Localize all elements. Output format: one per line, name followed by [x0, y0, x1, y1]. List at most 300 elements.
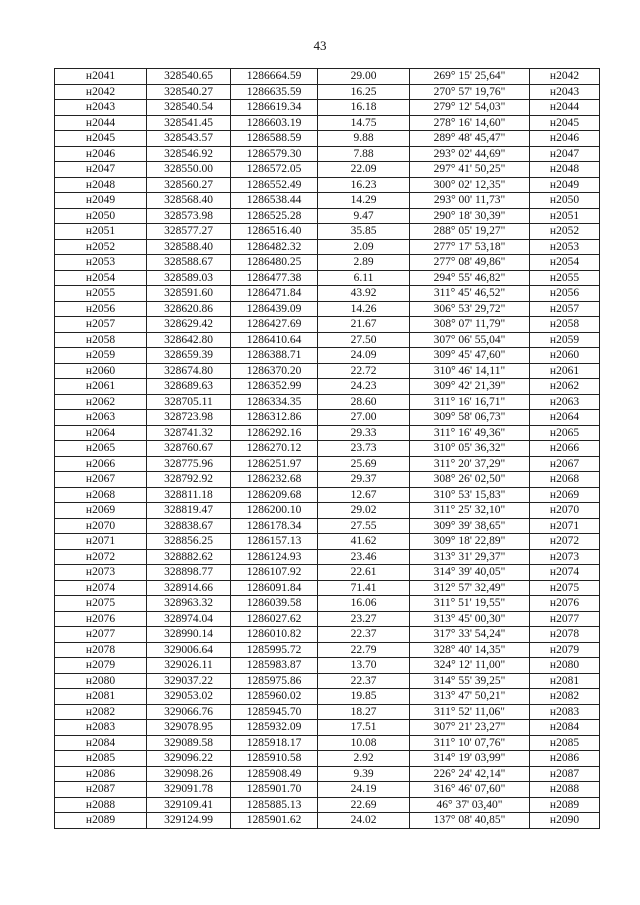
- bearing-cell: 288° 05' 19,27": [410, 224, 530, 240]
- bearing-cell: 306° 53' 29,72": [410, 301, 530, 317]
- bearing-cell: 311° 16' 16,71": [410, 394, 530, 410]
- bearing-cell: 311° 25' 32,10": [410, 503, 530, 519]
- x-coordinate-cell: 329096.22: [147, 751, 231, 767]
- distance-cell: 16.23: [318, 177, 410, 193]
- distance-cell: 29.37: [318, 472, 410, 488]
- distance-cell: 9.47: [318, 208, 410, 224]
- point-from-cell: н2046: [55, 146, 147, 162]
- distance-cell: 2.89: [318, 255, 410, 271]
- x-coordinate-cell: 328898.77: [147, 565, 231, 581]
- y-coordinate-cell: 1286410.64: [231, 332, 318, 348]
- table-row: [55, 782, 600, 798]
- bearing-cell: 289° 48' 45,47": [410, 131, 530, 147]
- point-from-cell: н2079: [55, 658, 147, 674]
- bearing-cell: 226° 24' 42,14": [410, 766, 530, 782]
- bearing-cell: 278° 16' 14,60": [410, 115, 530, 131]
- table-row: [55, 363, 600, 379]
- distance-cell: 14.75: [318, 115, 410, 131]
- point-from-cell: н2049: [55, 193, 147, 209]
- bearing-cell: 316° 46' 07,60": [410, 782, 530, 798]
- bearing-cell: 300° 02' 12,35": [410, 177, 530, 193]
- bearing-cell: 311° 51' 19,55": [410, 596, 530, 612]
- distance-cell: 9.39: [318, 766, 410, 782]
- point-to-cell: н2052: [530, 224, 600, 240]
- coordinates-table-body: [55, 69, 600, 829]
- distance-cell: 22.37: [318, 673, 410, 689]
- y-coordinate-cell: 1285885.13: [231, 797, 318, 813]
- bearing-cell: 308° 07' 11,79": [410, 317, 530, 333]
- coordinates-table: [54, 68, 600, 829]
- point-from-cell: н2053: [55, 255, 147, 271]
- y-coordinate-cell: 1286178.34: [231, 518, 318, 534]
- bearing-cell: 310° 05' 36,32": [410, 441, 530, 457]
- table-row: [55, 813, 600, 829]
- x-coordinate-cell: 329109.41: [147, 797, 231, 813]
- point-to-cell: н2067: [530, 456, 600, 472]
- point-from-cell: н2078: [55, 642, 147, 658]
- point-to-cell: н2083: [530, 704, 600, 720]
- point-to-cell: н2068: [530, 472, 600, 488]
- x-coordinate-cell: 329091.78: [147, 782, 231, 798]
- y-coordinate-cell: 1285918.17: [231, 735, 318, 751]
- point-to-cell: н2082: [530, 689, 600, 705]
- distance-cell: 22.79: [318, 642, 410, 658]
- y-coordinate-cell: 1285901.70: [231, 782, 318, 798]
- point-to-cell: н2062: [530, 379, 600, 395]
- point-to-cell: н2072: [530, 534, 600, 550]
- x-coordinate-cell: 329089.58: [147, 735, 231, 751]
- distance-cell: 27.50: [318, 332, 410, 348]
- distance-cell: 29.02: [318, 503, 410, 519]
- bearing-cell: 269° 15' 25,64": [410, 69, 530, 85]
- bearing-cell: 310° 53' 15,83": [410, 487, 530, 503]
- y-coordinate-cell: 1286480.25: [231, 255, 318, 271]
- x-coordinate-cell: 328568.40: [147, 193, 231, 209]
- table-row: [55, 611, 600, 627]
- point-to-cell: н2046: [530, 131, 600, 147]
- bearing-cell: 137° 08' 40,85": [410, 813, 530, 829]
- x-coordinate-cell: 328588.40: [147, 239, 231, 255]
- y-coordinate-cell: 1286552.49: [231, 177, 318, 193]
- point-from-cell: н2064: [55, 425, 147, 441]
- point-from-cell: н2047: [55, 162, 147, 178]
- point-from-cell: н2075: [55, 596, 147, 612]
- point-to-cell: н2084: [530, 720, 600, 736]
- bearing-cell: 313° 47' 50,21": [410, 689, 530, 705]
- point-from-cell: н2081: [55, 689, 147, 705]
- point-from-cell: н2067: [55, 472, 147, 488]
- y-coordinate-cell: 1286619.34: [231, 100, 318, 116]
- x-coordinate-cell: 328540.65: [147, 69, 231, 85]
- point-from-cell: н2050: [55, 208, 147, 224]
- y-coordinate-cell: 1286200.10: [231, 503, 318, 519]
- y-coordinate-cell: 1286635.59: [231, 84, 318, 100]
- y-coordinate-cell: 1286232.68: [231, 472, 318, 488]
- point-to-cell: н2061: [530, 363, 600, 379]
- distance-cell: 23.27: [318, 611, 410, 627]
- x-coordinate-cell: 329026.11: [147, 658, 231, 674]
- point-from-cell: н2068: [55, 487, 147, 503]
- bearing-cell: 309° 42' 21,39": [410, 379, 530, 395]
- point-to-cell: н2090: [530, 813, 600, 829]
- point-from-cell: н2058: [55, 332, 147, 348]
- point-to-cell: н2048: [530, 162, 600, 178]
- x-coordinate-cell: 329006.64: [147, 642, 231, 658]
- x-coordinate-cell: 328589.03: [147, 270, 231, 286]
- table-row: [55, 673, 600, 689]
- x-coordinate-cell: 328914.66: [147, 580, 231, 596]
- bearing-cell: 314° 19' 03,99": [410, 751, 530, 767]
- point-to-cell: н2086: [530, 751, 600, 767]
- table-row: [55, 441, 600, 457]
- point-from-cell: н2052: [55, 239, 147, 255]
- bearing-cell: 290° 18' 30,39": [410, 208, 530, 224]
- point-to-cell: н2081: [530, 673, 600, 689]
- bearing-cell: 324° 12' 11,00": [410, 658, 530, 674]
- bearing-cell: 311° 52' 11,06": [410, 704, 530, 720]
- page-number: 43: [313, 38, 327, 53]
- bearing-cell: 311° 20' 37,29": [410, 456, 530, 472]
- point-from-cell: н2055: [55, 286, 147, 302]
- point-to-cell: н2080: [530, 658, 600, 674]
- point-from-cell: н2077: [55, 627, 147, 643]
- point-from-cell: н2071: [55, 534, 147, 550]
- x-coordinate-cell: 328540.27: [147, 84, 231, 100]
- y-coordinate-cell: 1285975.86: [231, 673, 318, 689]
- bearing-cell: 309° 18' 22,89": [410, 534, 530, 550]
- point-to-cell: н2051: [530, 208, 600, 224]
- x-coordinate-cell: 328723.98: [147, 410, 231, 426]
- point-to-cell: н2054: [530, 255, 600, 271]
- bearing-cell: 277° 17' 53,18": [410, 239, 530, 255]
- bearing-cell: 308° 26' 02,50": [410, 472, 530, 488]
- x-coordinate-cell: 328588.67: [147, 255, 231, 271]
- y-coordinate-cell: 1286588.59: [231, 131, 318, 147]
- bearing-cell: 46° 37' 03,40": [410, 797, 530, 813]
- point-from-cell: н2062: [55, 394, 147, 410]
- point-to-cell: н2047: [530, 146, 600, 162]
- point-to-cell: н2058: [530, 317, 600, 333]
- distance-cell: 29.33: [318, 425, 410, 441]
- distance-cell: 2.09: [318, 239, 410, 255]
- table-row: [55, 193, 600, 209]
- y-coordinate-cell: 1286525.28: [231, 208, 318, 224]
- x-coordinate-cell: 328620.86: [147, 301, 231, 317]
- y-coordinate-cell: 1286516.40: [231, 224, 318, 240]
- point-to-cell: н2075: [530, 580, 600, 596]
- table-row: [55, 162, 600, 178]
- x-coordinate-cell: 328705.11: [147, 394, 231, 410]
- point-to-cell: н2059: [530, 332, 600, 348]
- distance-cell: 22.09: [318, 162, 410, 178]
- table-row: [55, 549, 600, 565]
- y-coordinate-cell: 1285995.72: [231, 642, 318, 658]
- point-from-cell: н2074: [55, 580, 147, 596]
- bearing-cell: 309° 39' 38,65": [410, 518, 530, 534]
- table-row: [55, 224, 600, 240]
- x-coordinate-cell: 328591.60: [147, 286, 231, 302]
- y-coordinate-cell: 1286039.58: [231, 596, 318, 612]
- point-to-cell: н2078: [530, 627, 600, 643]
- y-coordinate-cell: 1285960.02: [231, 689, 318, 705]
- table-row: [55, 131, 600, 147]
- point-to-cell: н2071: [530, 518, 600, 534]
- point-from-cell: н2088: [55, 797, 147, 813]
- point-from-cell: н2059: [55, 348, 147, 364]
- distance-cell: 23.46: [318, 549, 410, 565]
- y-coordinate-cell: 1286427.69: [231, 317, 318, 333]
- x-coordinate-cell: 328990.14: [147, 627, 231, 643]
- bearing-cell: 307° 06' 55,04": [410, 332, 530, 348]
- x-coordinate-cell: 328659.39: [147, 348, 231, 364]
- x-coordinate-cell: 329053.02: [147, 689, 231, 705]
- point-to-cell: н2064: [530, 410, 600, 426]
- point-to-cell: н2063: [530, 394, 600, 410]
- point-from-cell: н2085: [55, 751, 147, 767]
- distance-cell: 24.09: [318, 348, 410, 364]
- bearing-cell: 311° 45' 46,52": [410, 286, 530, 302]
- point-from-cell: н2043: [55, 100, 147, 116]
- x-coordinate-cell: 328882.62: [147, 549, 231, 565]
- point-to-cell: н2053: [530, 239, 600, 255]
- distance-cell: 29.00: [318, 69, 410, 85]
- table-row: [55, 565, 600, 581]
- y-coordinate-cell: 1286579.30: [231, 146, 318, 162]
- x-coordinate-cell: 328792.92: [147, 472, 231, 488]
- y-coordinate-cell: 1286270.12: [231, 441, 318, 457]
- table-row: [55, 503, 600, 519]
- distance-cell: 14.29: [318, 193, 410, 209]
- distance-cell: 13.70: [318, 658, 410, 674]
- y-coordinate-cell: 1286482.32: [231, 239, 318, 255]
- y-coordinate-cell: 1285932.09: [231, 720, 318, 736]
- bearing-cell: 293° 00' 11,73": [410, 193, 530, 209]
- y-coordinate-cell: 1286477.38: [231, 270, 318, 286]
- x-coordinate-cell: 328689.63: [147, 379, 231, 395]
- x-coordinate-cell: 329078.95: [147, 720, 231, 736]
- x-coordinate-cell: 328550.00: [147, 162, 231, 178]
- x-coordinate-cell: 328819.47: [147, 503, 231, 519]
- table-row: [55, 100, 600, 116]
- table-row: [55, 146, 600, 162]
- point-from-cell: н2045: [55, 131, 147, 147]
- point-from-cell: н2056: [55, 301, 147, 317]
- table-row: [55, 797, 600, 813]
- distance-cell: 35.85: [318, 224, 410, 240]
- distance-cell: 2.92: [318, 751, 410, 767]
- bearing-cell: 307° 21' 23,27": [410, 720, 530, 736]
- x-coordinate-cell: 328856.25: [147, 534, 231, 550]
- table-row: [55, 735, 600, 751]
- point-from-cell: н2086: [55, 766, 147, 782]
- x-coordinate-cell: 329037.22: [147, 673, 231, 689]
- table-row: [55, 751, 600, 767]
- bearing-cell: 314° 39' 40,05": [410, 565, 530, 581]
- table-row: [55, 394, 600, 410]
- bearing-cell: 314° 55' 39,25": [410, 673, 530, 689]
- point-from-cell: н2057: [55, 317, 147, 333]
- y-coordinate-cell: 1286251.97: [231, 456, 318, 472]
- point-from-cell: н2042: [55, 84, 147, 100]
- x-coordinate-cell: 328541.45: [147, 115, 231, 131]
- x-coordinate-cell: 328963.32: [147, 596, 231, 612]
- table-row: [55, 84, 600, 100]
- table-row: [55, 69, 600, 85]
- x-coordinate-cell: 328573.98: [147, 208, 231, 224]
- point-to-cell: н2055: [530, 270, 600, 286]
- table-row: [55, 255, 600, 271]
- point-from-cell: н2070: [55, 518, 147, 534]
- table-row: [55, 472, 600, 488]
- y-coordinate-cell: 1286334.35: [231, 394, 318, 410]
- distance-cell: 16.25: [318, 84, 410, 100]
- table-row: [55, 658, 600, 674]
- x-coordinate-cell: 329124.99: [147, 813, 231, 829]
- point-to-cell: н2076: [530, 596, 600, 612]
- distance-cell: 43.92: [318, 286, 410, 302]
- point-to-cell: н2077: [530, 611, 600, 627]
- y-coordinate-cell: 1286209.68: [231, 487, 318, 503]
- distance-cell: 16.18: [318, 100, 410, 116]
- x-coordinate-cell: 328974.04: [147, 611, 231, 627]
- bearing-cell: 311° 10' 07,76": [410, 735, 530, 751]
- table-row: [55, 425, 600, 441]
- distance-cell: 9.88: [318, 131, 410, 147]
- point-to-cell: н2088: [530, 782, 600, 798]
- point-from-cell: н2044: [55, 115, 147, 131]
- distance-cell: 17.51: [318, 720, 410, 736]
- y-coordinate-cell: 1285983.87: [231, 658, 318, 674]
- x-coordinate-cell: 328560.27: [147, 177, 231, 193]
- y-coordinate-cell: 1286157.13: [231, 534, 318, 550]
- x-coordinate-cell: 328811.18: [147, 487, 231, 503]
- table-row: [55, 720, 600, 736]
- point-from-cell: н2051: [55, 224, 147, 240]
- table-row: [55, 177, 600, 193]
- point-to-cell: н2089: [530, 797, 600, 813]
- table-row: [55, 642, 600, 658]
- y-coordinate-cell: 1286538.44: [231, 193, 318, 209]
- point-from-cell: н2048: [55, 177, 147, 193]
- distance-cell: 16.06: [318, 596, 410, 612]
- bearing-cell: 310° 46' 14,11": [410, 363, 530, 379]
- y-coordinate-cell: 1285945.70: [231, 704, 318, 720]
- y-coordinate-cell: 1286091.84: [231, 580, 318, 596]
- y-coordinate-cell: 1286388.71: [231, 348, 318, 364]
- bearing-cell: 313° 31' 29,37": [410, 549, 530, 565]
- point-to-cell: н2044: [530, 100, 600, 116]
- point-from-cell: н2063: [55, 410, 147, 426]
- bearing-cell: 328° 40' 14,35": [410, 642, 530, 658]
- point-to-cell: н2049: [530, 177, 600, 193]
- y-coordinate-cell: 1286107.92: [231, 565, 318, 581]
- y-coordinate-cell: 1286124.93: [231, 549, 318, 565]
- bearing-cell: 293° 02' 44,69": [410, 146, 530, 162]
- bearing-cell: 309° 45' 47,60": [410, 348, 530, 364]
- x-coordinate-cell: 329098.26: [147, 766, 231, 782]
- distance-cell: 23.73: [318, 441, 410, 457]
- bearing-cell: 311° 16' 49,36": [410, 425, 530, 441]
- point-from-cell: н2066: [55, 456, 147, 472]
- y-coordinate-cell: 1285910.58: [231, 751, 318, 767]
- bearing-cell: 270° 57' 19,76": [410, 84, 530, 100]
- point-to-cell: н2085: [530, 735, 600, 751]
- point-to-cell: н2045: [530, 115, 600, 131]
- y-coordinate-cell: 1286027.62: [231, 611, 318, 627]
- point-from-cell: н2080: [55, 673, 147, 689]
- y-coordinate-cell: 1285901.62: [231, 813, 318, 829]
- table-row: [55, 115, 600, 131]
- point-to-cell: н2060: [530, 348, 600, 364]
- table-row: [55, 239, 600, 255]
- x-coordinate-cell: 328775.96: [147, 456, 231, 472]
- point-from-cell: н2082: [55, 704, 147, 720]
- y-coordinate-cell: 1286352.99: [231, 379, 318, 395]
- y-coordinate-cell: 1286664.59: [231, 69, 318, 85]
- point-to-cell: н2069: [530, 487, 600, 503]
- y-coordinate-cell: 1286603.19: [231, 115, 318, 131]
- distance-cell: 22.61: [318, 565, 410, 581]
- table-row: [55, 301, 600, 317]
- distance-cell: 21.67: [318, 317, 410, 333]
- point-from-cell: н2054: [55, 270, 147, 286]
- distance-cell: 10.08: [318, 735, 410, 751]
- y-coordinate-cell: 1286572.05: [231, 162, 318, 178]
- table-row: [55, 410, 600, 426]
- point-to-cell: н2056: [530, 286, 600, 302]
- point-from-cell: н2087: [55, 782, 147, 798]
- y-coordinate-cell: 1286471.84: [231, 286, 318, 302]
- distance-cell: 22.72: [318, 363, 410, 379]
- point-from-cell: н2076: [55, 611, 147, 627]
- table-row: [55, 332, 600, 348]
- x-coordinate-cell: 328760.67: [147, 441, 231, 457]
- point-from-cell: н2069: [55, 503, 147, 519]
- distance-cell: 28.60: [318, 394, 410, 410]
- bearing-cell: 297° 41' 50,25": [410, 162, 530, 178]
- bearing-cell: 294° 55' 46,82": [410, 270, 530, 286]
- distance-cell: 24.02: [318, 813, 410, 829]
- distance-cell: 27.55: [318, 518, 410, 534]
- x-coordinate-cell: 329066.76: [147, 704, 231, 720]
- table-row: [55, 270, 600, 286]
- y-coordinate-cell: 1286370.20: [231, 363, 318, 379]
- point-to-cell: н2057: [530, 301, 600, 317]
- x-coordinate-cell: 328674.80: [147, 363, 231, 379]
- x-coordinate-cell: 328543.57: [147, 131, 231, 147]
- table-row: [55, 208, 600, 224]
- table-row: [55, 596, 600, 612]
- distance-cell: 12.67: [318, 487, 410, 503]
- point-from-cell: н2065: [55, 441, 147, 457]
- point-to-cell: н2073: [530, 549, 600, 565]
- bearing-cell: 312° 57' 32,49": [410, 580, 530, 596]
- distance-cell: 25.69: [318, 456, 410, 472]
- point-from-cell: н2083: [55, 720, 147, 736]
- point-to-cell: н2042: [530, 69, 600, 85]
- table-row: [55, 317, 600, 333]
- bearing-cell: 277° 08' 49,86": [410, 255, 530, 271]
- distance-cell: 14.26: [318, 301, 410, 317]
- bearing-cell: 313° 45' 00,30": [410, 611, 530, 627]
- table-row: [55, 379, 600, 395]
- distance-cell: 18.27: [318, 704, 410, 720]
- point-from-cell: н2073: [55, 565, 147, 581]
- x-coordinate-cell: 328540.54: [147, 100, 231, 116]
- table-row: [55, 689, 600, 705]
- table-row: [55, 348, 600, 364]
- bearing-cell: 279° 12' 54,03": [410, 100, 530, 116]
